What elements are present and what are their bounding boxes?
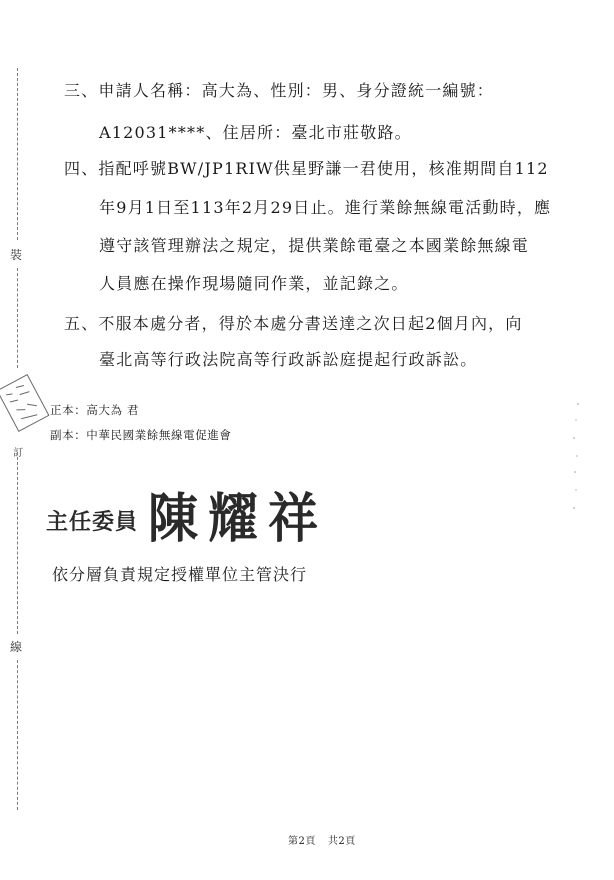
signature-block <box>46 480 328 550</box>
item-4-line: 年9月1日至113年2月29日止。進行業餘無線電活動時，應 <box>99 198 552 217</box>
binding-char-xian: 線 <box>10 640 23 654</box>
total-pages: 共2頁 <box>327 836 356 847</box>
item-5-line: 臺北高等行政法院高等行政訴訟庭提起行政訴訟。 <box>99 350 478 369</box>
item-3-line: A12031****、住居所：臺北市莊敬路。 <box>99 123 412 142</box>
current-page: 第2頁 <box>288 836 316 847</box>
signer-name: 陳耀祥 <box>148 487 329 549</box>
signer-title: 主任委員 <box>46 510 139 535</box>
item-3-line: 三、申請人名稱：高大為、性別：男、身分證統一編號： <box>64 81 495 100</box>
original-recipient: 正本：高大為 君 <box>50 403 139 417</box>
item-4-line: 四、指配呼號BW/JP1RIW供星野謙一君使用，核准期間自112 <box>64 159 549 178</box>
binding-char-ding: 訂 <box>13 448 23 459</box>
item-4-line: 人員應在操作現場隨同作業，並記錄之。 <box>99 274 409 293</box>
copy-recipient: 副本：中華民國業餘無線電促進會 <box>50 428 232 442</box>
receipt-stamp-icon <box>0 372 52 434</box>
page-number <box>288 832 368 847</box>
delegation-note: 依分層負責規定授權單位主管決行 <box>52 565 308 584</box>
item-5-line: 五、不服本處分者，得於本處分書送達之次日起2個月內，向 <box>64 314 523 333</box>
binding-line <box>17 68 18 240</box>
binding-line <box>17 268 18 368</box>
item-4-line: 遵守該管理辦法之規定，提供業餘電臺之本國業餘無線電 <box>99 236 530 255</box>
binding-line <box>17 660 18 810</box>
scan-speckle <box>560 398 584 518</box>
binding-line <box>17 452 18 634</box>
binding-char-zhuang: 裝 <box>10 248 23 262</box>
